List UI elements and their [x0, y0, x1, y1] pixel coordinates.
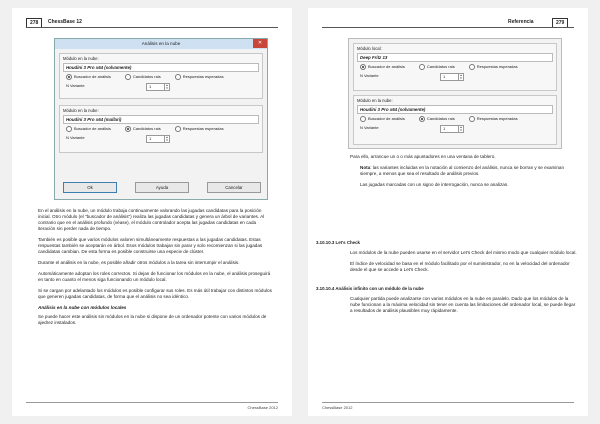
engine-roles-dialog	[348, 38, 562, 149]
stepper-arrows-icon[interactable]: ▴ ▾	[164, 136, 169, 142]
radio-icon	[469, 64, 475, 70]
cloud-engine-group	[353, 95, 557, 145]
engine-field[interactable]: Houdini 3 Pro x64 (mallari)	[63, 115, 259, 124]
variant-label: N Variante	[360, 73, 379, 78]
variant-row	[66, 135, 256, 142]
variant-row	[66, 83, 256, 90]
radio-icon	[66, 126, 72, 132]
ok-button[interactable]: Ok	[63, 182, 117, 193]
radio-analysis-finder[interactable]: Buscador de análisis	[360, 64, 405, 70]
radio-icon	[175, 74, 181, 80]
close-icon[interactable]: ✕	[253, 39, 267, 48]
variant-label: N Variante	[360, 125, 379, 130]
radio-candidates[interactable]: Candidatos rais	[419, 64, 455, 70]
right-intro	[350, 154, 578, 193]
engine-field[interactable]: Houdini 3 Pro x64 (solvamente)	[63, 63, 259, 72]
radio-icon	[66, 74, 72, 80]
variant-stepper[interactable]: 1 ▴ ▾	[440, 73, 464, 81]
paragraph: Durante el análisis en la nube, es posible añadir otros módulos a la tarea sin interrumpir el análisis.	[38, 260, 240, 265]
paragraph: Se puede hacer este análisis sin módulos en la nube si dispone de un ordenador potente con varios módulos de ajedrez instalados.	[38, 314, 267, 325]
variant-label: N Variante	[66, 83, 85, 88]
left-page	[12, 8, 292, 416]
radio-analysis-finder[interactable]: Buscador de análisis	[66, 126, 111, 132]
cloud-analysis-dialog	[54, 38, 268, 200]
help-button[interactable]: Ayuda	[135, 182, 189, 193]
radio-candidates[interactable]: Candidatos rais	[419, 116, 455, 122]
right-page	[308, 8, 588, 416]
paragraph: Si se cargan por adelantado los módulos es posible configurar sus roles. Es más útil trabajar con distintos módulos que generen jugadas candidatas, de forma que el análisis no sea idéntico.	[38, 288, 272, 299]
note-label: Nota	[360, 165, 371, 170]
role-radio-group	[360, 116, 550, 122]
running-header: ChessBase 12	[48, 19, 82, 25]
paragraph: Para ello, arrancue un o o más apuntadores en una ventana de tablero.	[350, 154, 496, 159]
role-radio-group	[66, 74, 256, 80]
cloud-engine-group-2	[59, 105, 263, 153]
note	[350, 165, 578, 177]
local-engine-group	[353, 43, 557, 91]
stepper-arrows-icon[interactable]: ▴ ▾	[458, 74, 463, 80]
radio-icon	[419, 64, 425, 70]
radio-expected-replies[interactable]: Respuestas esperadas	[469, 116, 518, 122]
radio-icon	[360, 116, 366, 122]
group-label: Módulo en la nube:	[63, 56, 99, 61]
radio-expected-replies[interactable]: Respuestas esperadas	[469, 64, 518, 70]
section-lets-check	[350, 250, 578, 278]
paragraph: Automáticamente adoptan los roles correctos. Si dejan de funcionar los módulos en la nube, el análisis proseguirá en tanto en cuanto el menos siga funcionando un módulo local.	[38, 271, 271, 282]
radio-expected-replies[interactable]: Respuestas esperadas	[175, 126, 224, 132]
group-label: Módulo en la nube:	[357, 98, 393, 103]
note-text: : las variantes incluidas en la notación al comienzo del análisis, nunca se borran y se examinan siempre, a menos que sea el resultado de análisis previos.	[360, 165, 565, 176]
group-label: Módulo en la nube:	[63, 108, 99, 113]
paragraph: El índice de velocidad se basa en el módulo facilitado por el suministrador, no en la velocidad del ordenador desde el que se accede a Let's Check.	[350, 261, 570, 272]
section-heading-infinite-analysis: 3.10.10.4 Análisis infinito con un módulo de la nube	[316, 286, 424, 291]
radio-candidates[interactable]: Candidatos rais	[125, 126, 161, 132]
left-body-text	[38, 208, 274, 331]
note-2: Las jugadas marcadas con un signo de interrogación, nunca se analizan.	[360, 182, 509, 187]
dialog-title: Análisis en la nube	[55, 39, 267, 49]
radio-candidates[interactable]: Candidatos rais	[125, 74, 161, 80]
group-label: Módulo local:	[357, 46, 382, 51]
variant-label: N Variante	[66, 135, 85, 140]
radio-expected-replies[interactable]: Respuestas esperadas	[175, 74, 224, 80]
radio-icon	[125, 74, 131, 80]
page-number: 278	[26, 18, 42, 28]
stepper-arrows-icon[interactable]: ▴ ▾	[458, 126, 463, 132]
variant-row	[360, 125, 550, 132]
cloud-engine-group	[59, 53, 263, 99]
radio-analysis-finder[interactable]: Buscador de análisis	[360, 116, 405, 122]
page-number: 279	[552, 18, 568, 28]
paragraph: Los módulos de la nube pueden usarse en el servidor Let's Check del mismo modo que cualquier módulo local.	[350, 250, 577, 255]
page-footer: ChessBase 2012	[247, 405, 278, 410]
footer-rule	[26, 402, 278, 403]
radio-icon	[175, 126, 181, 132]
page-footer: ChessBase 2012	[322, 405, 353, 410]
header-rule	[26, 27, 278, 28]
engine-field[interactable]: Deep Fritz 13	[357, 53, 553, 62]
engine-field[interactable]: Houdini 3 Pro x64 (solvamente)	[357, 105, 553, 114]
variant-stepper[interactable]: 1 ▴ ▾	[146, 135, 170, 143]
section-heading-lets-check: 3.10.10.3 Let's Check	[316, 240, 361, 245]
footer-rule	[322, 402, 574, 403]
stepper-arrows-icon[interactable]: ▴ ▾	[164, 84, 169, 90]
paragraph: También es posible que varios módulos valoren simultáneamente respuestas a las jugadas candidatas. Estas respuestas también se aceptarán en árbol. Esos módulos trabajan sin parar y solo recomienzan si las jugadas candidatas cambian. De esta forma es posible construirse una especie de clúster.	[38, 237, 263, 254]
role-radio-group	[66, 126, 256, 132]
radio-icon	[125, 126, 131, 132]
cancel-button[interactable]: Cancelar	[207, 182, 261, 193]
paragraph: En el análisis en la nube, un módulo trabaja continuamente valorando las jugadas candidatas para la posición inicial. Otro módulo (el "buscador de análisis") realiza las jugadas candidatas y genera un árbol de variantes. Al contrario que en el análisis profundo (véase), el módulo controlador acepta las jugadas candidatas en cada iteración sin perder nada de tiempo.	[38, 208, 265, 231]
header-rule	[322, 27, 574, 28]
role-radio-group	[360, 64, 550, 70]
radio-icon	[469, 116, 475, 122]
variant-stepper[interactable]: 1 ▴ ▾	[440, 125, 464, 133]
running-header: Referencia	[508, 19, 534, 25]
variant-row	[360, 73, 550, 80]
paragraph: Cualquier partida puede analizarse con varios módulos en la nube en paralelo. Dado que los módulos de la nube funcionan a la máxima velocidad sin tener en cuenta las limitaciones del ordenador local, se puede llegar a resultados de análisis plausibles muy rápidamente.	[350, 296, 576, 313]
section-infinite-analysis	[350, 296, 578, 319]
radio-icon	[360, 64, 366, 70]
radio-icon	[419, 116, 425, 122]
subheading: Análisis en la nube con módulos locales	[38, 305, 127, 310]
variant-stepper[interactable]: 1 ▴ ▾	[146, 83, 170, 91]
radio-analysis-finder[interactable]: Buscador de análisis	[66, 74, 111, 80]
